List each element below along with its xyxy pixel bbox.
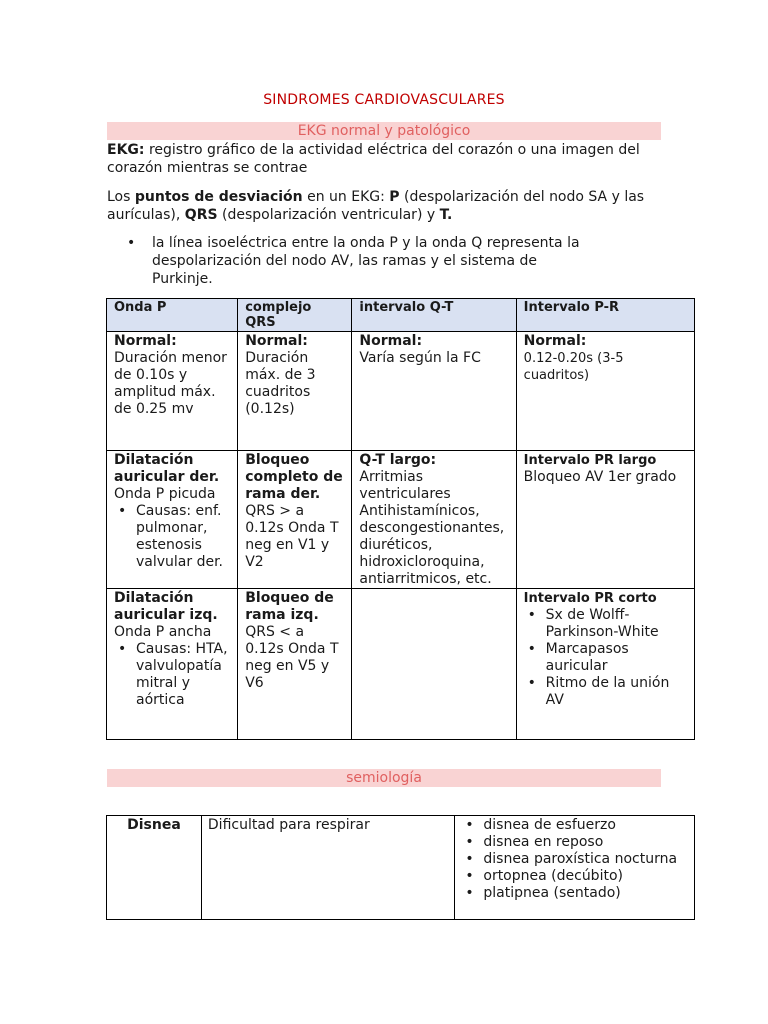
table-row xyxy=(107,816,695,920)
list-item: • Causas: HTA, valvulopatía mitral y aórtica xyxy=(114,641,231,709)
text-run: (despolarización ventricular) y xyxy=(217,207,440,223)
table-cell xyxy=(107,451,238,589)
bullet-text: la línea isoeléctrica entre la onda P y la onda Q representa la despolarización del nodo AV, las ramas y el sistema de Purkinje. xyxy=(152,235,580,287)
list-item: • Marcapasos auricular xyxy=(524,641,688,675)
types-cell xyxy=(455,816,695,920)
cell-label: Dilatación auricular der. xyxy=(114,452,220,485)
cell-label: Normal: xyxy=(359,333,423,349)
table-cell xyxy=(516,589,694,740)
section-header-ekg: EKG normal y patológico xyxy=(107,122,661,140)
text-run: en un EKG: xyxy=(302,189,390,205)
bullet-list xyxy=(524,607,688,709)
cell-label: Intervalo PR largo xyxy=(523,453,657,468)
text-run: Los xyxy=(107,189,135,205)
cell-text: Duración máx. de 3 cuadritos (0.12s) xyxy=(245,350,316,417)
table-cell xyxy=(107,332,238,451)
document-title: SINDROMES CARDIOVASCULARES xyxy=(263,92,505,108)
bullet-list xyxy=(461,817,688,902)
ekg-definition-label: EKG: xyxy=(107,142,145,158)
table-cell xyxy=(352,332,516,451)
ekg-definition xyxy=(107,141,667,177)
table-cell xyxy=(238,451,352,589)
cell-label: Normal: xyxy=(114,333,177,349)
list-item: • disnea de esfuerzo xyxy=(461,817,688,834)
table-cell xyxy=(516,451,694,589)
cell-label: Bloqueo de rama izq. xyxy=(245,590,334,623)
table-cell xyxy=(238,589,352,740)
cell-label: Q-T largo: xyxy=(359,452,437,468)
list-item: • ortopnea (decúbito) xyxy=(461,868,688,885)
cell-label: Intervalo PR corto xyxy=(523,591,657,606)
list-item: • Causas: enf. pulmonar, estenosis valvular der. xyxy=(114,503,231,571)
ekg-definition-text: registro gráfico de la actividad eléctrica del corazón o una imagen del corazón mientras se contrae xyxy=(107,142,640,176)
table-row xyxy=(107,589,695,740)
ekg-table xyxy=(106,298,695,740)
section-header-semiologia: semiología xyxy=(107,769,661,787)
header-cell: Onda P xyxy=(107,299,238,332)
cell-text: Duración menor de 0.10s y amplitud máx. de 0.25 mv xyxy=(114,350,227,417)
cell-text: Arritmias ventriculares Antihistamínicos, descongestionantes, diuréticos, hidroxicloroquina, antiarritmicos, etc. xyxy=(359,469,505,587)
list-item: • disnea en reposo xyxy=(461,834,688,851)
table-cell xyxy=(107,589,238,740)
table-cell xyxy=(352,451,516,589)
table-cell xyxy=(238,332,352,451)
table-cell-empty xyxy=(352,589,516,740)
table-cell xyxy=(516,332,694,451)
table-row xyxy=(107,451,695,589)
bullet-list xyxy=(114,641,231,709)
cell-label: Bloqueo completo de rama der. xyxy=(245,452,343,502)
text-run: (despolarización del nodo SA y las aurículas), xyxy=(107,189,645,223)
list-item: • disnea paroxística nocturna xyxy=(461,851,688,868)
text-run-bold: puntos de desviación xyxy=(134,189,303,205)
cell-text: Onda P ancha xyxy=(114,624,212,640)
bullet-icon: • xyxy=(127,235,136,251)
list-item: • platipnea (sentado) xyxy=(461,885,688,902)
text-run-bold: T. xyxy=(439,207,453,223)
list-item: • Ritmo de la unión AV xyxy=(524,675,688,709)
cell-label: Normal: xyxy=(523,333,587,349)
deviation-points-paragraph xyxy=(107,188,667,224)
header-cell: intervalo Q-T xyxy=(352,299,516,332)
cell-label: Normal: xyxy=(245,333,308,349)
cell-text: QRS > a 0.12s Onda T neg en V1 y V2 xyxy=(245,503,339,570)
cell-text: 0.12-0.20s (3-5 cuadritos) xyxy=(523,351,624,383)
bullet-list xyxy=(114,503,231,571)
semiology-table xyxy=(106,815,695,920)
table-header-row xyxy=(107,299,695,332)
header-cell: complejo QRS xyxy=(238,299,352,332)
term-cell: Disnea xyxy=(107,816,202,920)
table-row xyxy=(107,332,695,451)
cell-label: Dilatación auricular izq. xyxy=(114,590,218,623)
list-item: • Sx de Wolff-Parkinson-White xyxy=(524,607,688,641)
cell-text: Bloqueo AV 1er grado xyxy=(523,469,677,485)
isoelectric-bullet xyxy=(127,234,580,288)
definition-cell: Dificultad para respirar xyxy=(201,816,454,920)
text-run-bold: QRS xyxy=(184,207,218,223)
cell-text: Onda P picuda xyxy=(114,486,216,502)
text-run-bold: P xyxy=(389,189,400,205)
cell-text: Varía según la FC xyxy=(359,350,481,366)
cell-text: QRS < a 0.12s Onda T neg en V5 y V6 xyxy=(245,624,339,691)
header-cell: Intervalo P-R xyxy=(516,299,694,332)
